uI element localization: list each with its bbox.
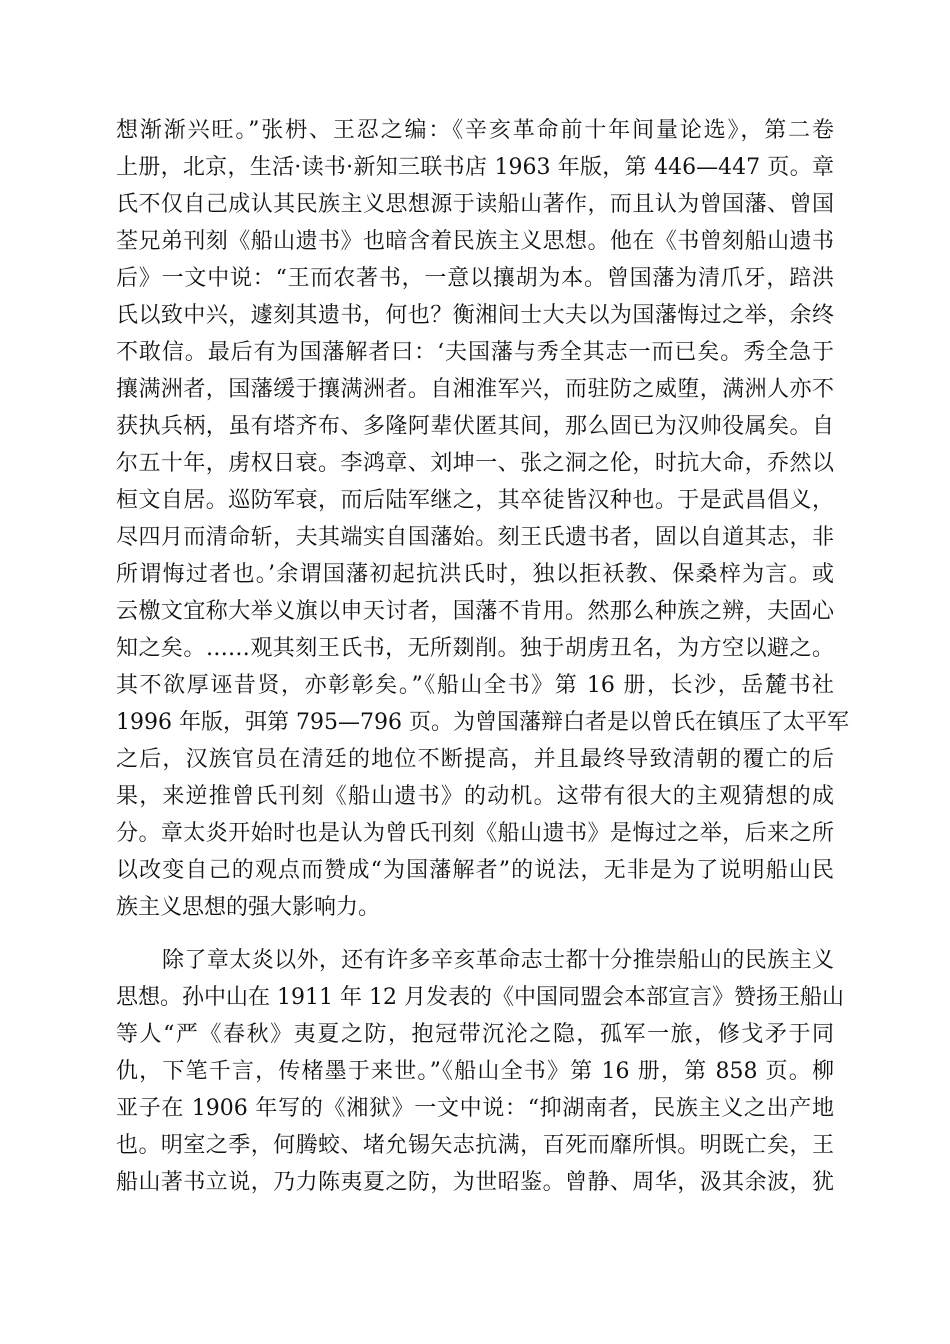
- text-line: 所谓悔过者也。’余谓国藩初起抗洪氏时，独以拒袄教、保桑梓为言。或: [116, 562, 834, 587]
- document-page: [116, 112, 849, 1201]
- text-line: 1996 年版，弭第 795—796 页。为曾国藩辩白者是以曾氏在镇压了太平军: [116, 710, 849, 735]
- text-line: 尔五十年，虏权日衰。李鸿章、刘坤一、张之洞之伦，时抗大命，乔然以: [116, 451, 834, 476]
- text-line: 除了章太炎以外，还有许多辛亥革命志士都十分推崇船山的民族主义: [162, 948, 834, 973]
- text-line: 荃兄弟刊刻《船山遗书》也暗含着民族主义思想。他在《书曾刻船山遗书: [116, 229, 834, 254]
- text-line: 攘满洲者，国藩缓于攘满洲者。自湘淮军兴，而驻防之威堕，满洲人亦不: [116, 377, 834, 402]
- text-line: 思想。孙中山在 1911 年 12 月发表的《中国同盟会本部宣言》赞扬王船山: [116, 985, 844, 1010]
- text-line: 氏不仅自己成认其民族主义思想源于读船山著作，而且认为曾国藩、曾国: [116, 192, 834, 217]
- text-line: 其不欲厚诬昔贤，亦彰彰矣。”《船山全书》第 16 册，长沙，岳麓书社: [116, 673, 834, 698]
- text-line: 之后，汉族官员在清廷的地位不断提高，并且最终导致清朝的覆亡的后: [116, 747, 834, 772]
- text-line: 等人“严《春秋》夷夏之防，抱冠带沉沦之隐，孤军一旅，修戈矛于同: [116, 1022, 834, 1047]
- text-line: 不敢信。最后有为国藩解者曰：‘夫国藩与秀全其志一而已矣。秀全急于: [116, 340, 834, 365]
- paragraph-gap: [116, 926, 834, 942]
- text-line: 也。明室之季，何腾蛟、堵允锡矢志抗满，百死而靡所惧。明既亡矣，王: [116, 1133, 834, 1158]
- text-line: 族主义思想的强大影响力。: [116, 895, 381, 920]
- text-line: 果，来逆推曾氏刊刻《船山遗书》的动机。这带有很大的主观猜想的成: [116, 784, 834, 809]
- text-line: 以改变自己的观点而赞成“为国藩解者”的说法，无非是为了说明船山民: [116, 858, 834, 883]
- text-line: 获执兵柄，虽有塔齐布、多隆阿辈伏匿其间，那么固已为汉帅役属矣。自: [116, 414, 834, 439]
- paragraph-2: [116, 942, 844, 1201]
- text-line: 云檄文宜称大举义旗以申天讨者，国藩不肯用。然那么种族之辨，夫固心: [116, 599, 834, 624]
- text-line: 尽四月而清命斩，夫其端实自国藩始。刻王氏遗书者，固以自道其志，非: [116, 525, 834, 550]
- text-line: 桓文自居。巡防军衰，而后陆军继之，其卒徒皆汉种也。于是武昌倡义，: [116, 488, 834, 513]
- paragraph-1: [116, 112, 849, 926]
- text-line: 上册，北京，生活·读书·新知三联书店 1963 年版，第 446—447 页。章: [116, 155, 834, 180]
- text-line: 仇，下笔千言，传楮墨于来世。”《船山全书》第 16 册，第 858 页。柳: [116, 1059, 834, 1084]
- text-line: 知之矣。……观其刻王氏书，无所剟削。独于胡虏丑名，为方空以避之。: [116, 636, 834, 661]
- text-line: 分。章太炎开始时也是认为曾氏刊刻《船山遗书》是悔过之举，后来之所: [116, 821, 834, 846]
- text-line: 想渐渐兴旺。”张枬、王忍之编：《辛亥革命前十年间量论选》，第二卷: [116, 118, 834, 143]
- text-line: 氏以致中兴，遽刻其遗书，何也？衡湘间士大夫以为国藩悔过之举，余终: [116, 303, 834, 328]
- text-line: 船山著书立说，乃力陈夷夏之防，为世昭鉴。曾静、周华，汲其余波，犹: [116, 1170, 834, 1195]
- text-line: 后》一文中说：“王而农著书，一意以攘胡为本。曾国藩为清爪牙，踣洪: [116, 266, 834, 291]
- text-line: 亚子在 1906 年写的《湘狱》一文中说：“抑湖南者，民族主义之出产地: [116, 1096, 834, 1121]
